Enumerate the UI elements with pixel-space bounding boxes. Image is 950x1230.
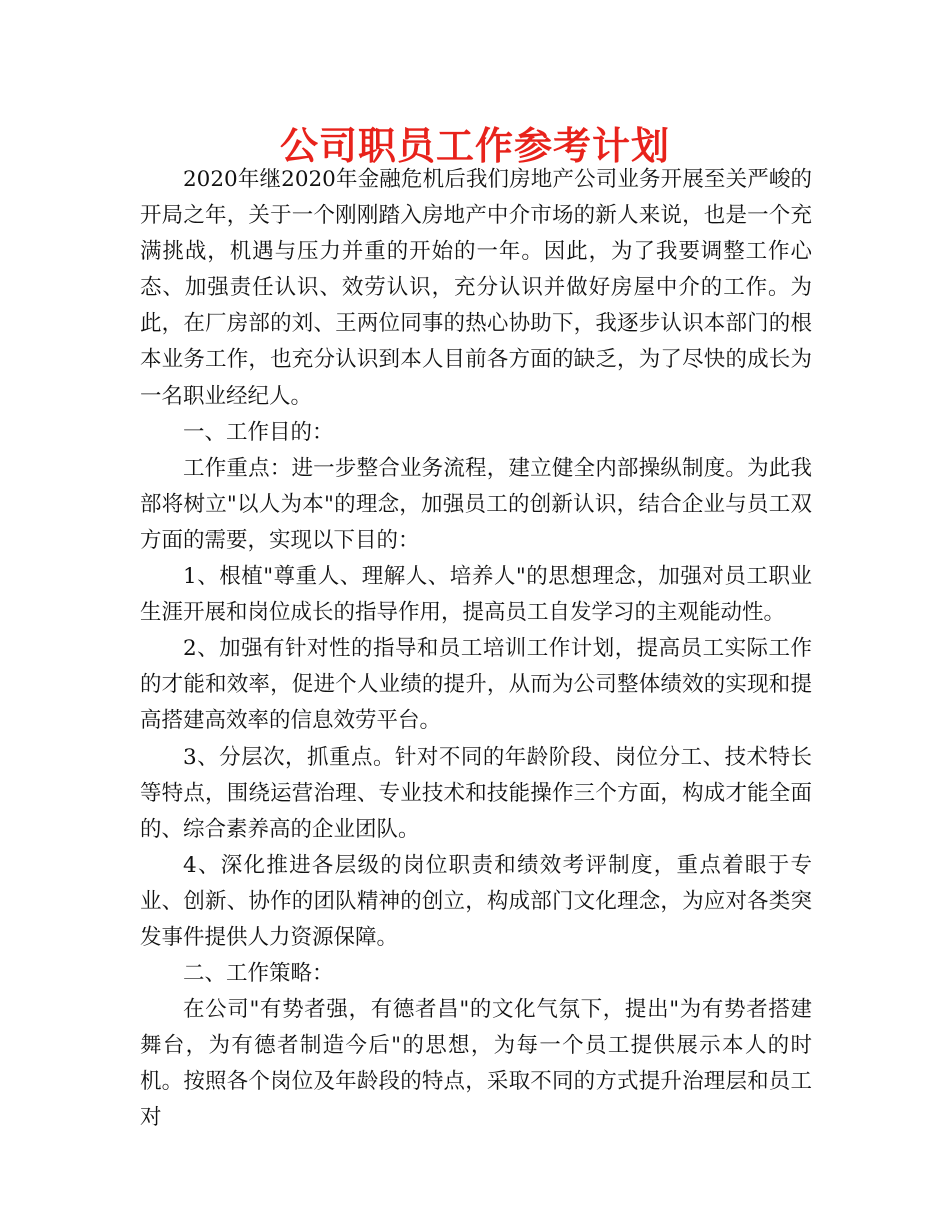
paragraph-intro: 2020年继2020年金融危机后我们房地产公司业务开展至关严峻的开局之年，关于一个刚刚踏入房地产中介市场的新人来说，也是一个充满挑战，机遇与压力并重的开始的一年。因此，为了我要调整工作心态、加强责任认识、效劳认识，充分认识并做好房屋中介的工作。为此，在厂房部的刘、王两位同事的热心协助下，我逐步认识本部门的根本业务工作，也充分认识到本人目前各方面的缺乏，为了尽快的成长为一名职业经纪人。 [140, 167, 812, 409]
document-body [140, 162, 812, 1137]
list-item-goal-2: 2、加强有针对性的指导和员工培训工作计划，提高员工实际工作的才能和效率，促进个人业绩的提升，从而为公司整体绩效的实现和提高搭建高效率的信息效劳平台。 [140, 636, 812, 734]
section-heading-goals: 一、工作目的： [183, 419, 334, 445]
list-item-goal-3: 3、分层次，抓重点。针对不同的年龄阶段、岗位分工、技术特长等特点，围绕运营治理、专业技术和技能操作三个方面，构成才能全面的、综合素养高的企业团队。 [140, 744, 812, 842]
section-heading-strategy: 二、工作策略： [183, 961, 334, 987]
list-item-goal-4: 4、深化推进各层级的岗位职责和绩效考评制度，重点着眼于专业、创新、协作的团队精神的创立，构成部门文化理念，为应对各类突发事件提供人力资源保障。 [140, 852, 812, 950]
paragraph-work-focus: 工作重点：进一步整合业务流程，建立健全内部操纵制度。为此我部将树立"以人为本"的理念，加强员工的创新认识，结合企业与员工双方面的需要，实现以下目的： [140, 455, 812, 553]
list-item-goal-1: 1、根植"尊重人、理解人、培养人"的思想理念，加强对员工职业生涯开展和岗位成长的指导作用，提高员工自发学习的主观能动性。 [140, 564, 812, 626]
document-title: 公司职员工作参考计划 [279, 124, 670, 168]
paragraph-strategy: 在公司"有势者强，有德者昌"的文化气氛下，提出"为有势者搭建舞台，为有德者制造今后"的思想，为每一个员工提供展示本人的时机。按照各个岗位及年龄段的特点，采取不同的方式提升治理层和员工对 [140, 997, 812, 1131]
